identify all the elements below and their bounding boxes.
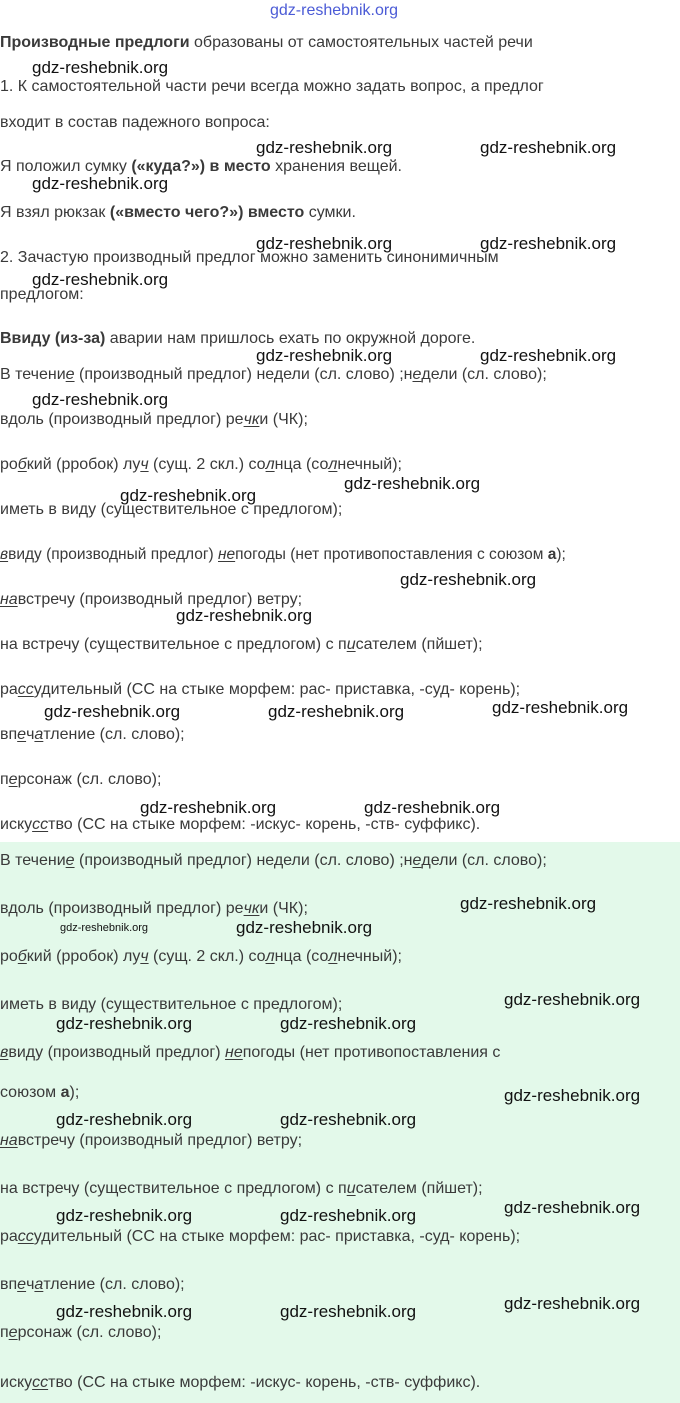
watermark: gdz-reshebnik.org [56,1110,193,1129]
watermark: gdz-reshebnik.org [56,1014,193,1033]
watermark: gdz-reshebnik.org [492,698,629,717]
watermark: gdz-reshebnik.org [32,174,169,193]
watermark: gdz-reshebnik.org [280,1014,417,1033]
watermark: gdz-reshebnik.org [280,1302,417,1321]
bottom-line-4: иметь в виду (существительное с предлогом); [0,996,343,1013]
watermark: gdz-reshebnik.org [32,58,169,77]
watermark: gdz-reshebnik.org [32,270,169,289]
watermark: gdz-reshebnik.org [44,702,181,721]
bottom-line-9: впечатление (сл. слово); [0,1276,185,1293]
watermark: gdz-reshebnik.org [268,702,405,721]
watermark: gdz-reshebnik.org [364,798,501,817]
word-line-8: рассудительный (СС на стыке морфем: рас- приставка, -суд- корень); [0,681,521,698]
word-line-2: вдоль (производный предлог) речки (ЧК); [0,411,308,428]
example-1: Я положил сумку («куда?») в место хранения вещей. [0,158,402,175]
watermark: gdz-reshebnik.org [280,1206,417,1225]
word-line-6: навстречу (производный предлог) ветру; [0,591,303,608]
word-line-4: иметь в виду (существительное с предлогом); [0,501,343,518]
example-2: Я взял рюкзак («вместо чего?») вместо сумки. [0,204,356,221]
watermark: gdz-reshebnik.org [504,1198,641,1217]
bottom-line-7: на встречу (существительное с предлогом) с писателем (пйшет); [0,1180,483,1197]
watermark: gdz-reshebnik.org [140,798,277,817]
rule-1-line-2: входит в состав падежного вопроса: [0,114,270,131]
watermark: gdz-reshebnik.org [280,1110,417,1129]
bottom-line-11: искусство (СС на стыке морфем: -искус- корень, -ств- суффикс). [0,1374,481,1391]
watermark: gdz-reshebnik.org [480,138,617,157]
watermark: gdz-reshebnik.org [256,138,393,157]
watermark: gdz-reshebnik.org [480,234,617,253]
example-3: Ввиду (из-за) аварии нам пришлось ехать по окружной дороге. [0,330,476,347]
bottom-line-1: В течение (производный предлог) недели (сл. слово) ;недели (сл. слово); [0,852,547,869]
watermark: gdz-reshebnik.org [256,346,393,365]
intro-line: Производные предлоги образованы от самостоятельных частей речи [0,34,533,51]
bottom-line-5a: ввиду (производный предлог) непогоды (нет противопоставления с [0,1044,501,1061]
word-line-5: ввиду (производный предлог) непогоды (нет противопоставления с союзом а); [0,546,566,563]
bottom-line-8: рассудительный (СС на стыке морфем: рас- приставка, -суд- корень); [0,1228,521,1245]
word-line-7: на встречу (существительное с предлогом) с писателем (пйшет); [0,636,483,653]
rule-2-line-1: 2. Зачастую производный предлог можно заменить синонимичным [0,249,499,266]
word-line-1: В течение (производный предлог) недели (сл. слово) ;недели (сл. слово); [0,366,547,383]
watermark: gdz-reshebnik.org [256,234,393,253]
watermark: gdz-reshebnik.org [176,606,313,625]
word-line-3: робкий (рробок) луч (сущ. 2 скл.) солнца (солнечный); [0,456,402,473]
watermark: gdz-reshebnik.org [504,990,641,1009]
watermark: gdz-reshebnik.org [480,346,617,365]
bottom-line-6: навстречу (производный предлог) ветру; [0,1132,303,1149]
bottom-line-3: робкий (рробок) луч (сущ. 2 скл.) солнца (солнечный); [0,948,402,965]
watermark: gdz-reshebnik.org [400,570,537,589]
word-line-9: впечатление (сл. слово); [0,726,185,743]
watermark: gdz-reshebnik.org [344,474,481,493]
header-watermark: gdz-reshebnik.org [270,2,399,19]
watermark: gdz-reshebnik.org [504,1086,641,1105]
watermark: gdz-reshebnik.org [236,918,373,937]
watermark: gdz-reshebnik.org [56,1206,193,1225]
word-line-10: персонаж (сл. слово); [0,771,162,788]
watermark: gdz-reshebnik.org [460,894,597,913]
watermark-small: gdz-reshebnik.org [60,922,149,934]
rule-2-line-2: предлогом: [0,286,84,303]
bottom-line-2: вдоль (производный предлог) речки (ЧК); [0,900,308,917]
watermark: gdz-reshebnik.org [504,1294,641,1313]
bottom-line-10: персонаж (сл. слово); [0,1324,162,1341]
watermark: gdz-reshebnik.org [120,486,257,505]
bottom-line-5b: союзом а); [0,1084,80,1101]
word-line-11: искусство (СС на стыке морфем: -искус- корень, -ств- суффикс). [0,816,481,833]
rule-1-line-1: 1. К самостоятельной части речи всегда можно задать вопрос, а предлог [0,78,544,95]
watermark: gdz-reshebnik.org [32,390,169,409]
watermark: gdz-reshebnik.org [56,1302,193,1321]
